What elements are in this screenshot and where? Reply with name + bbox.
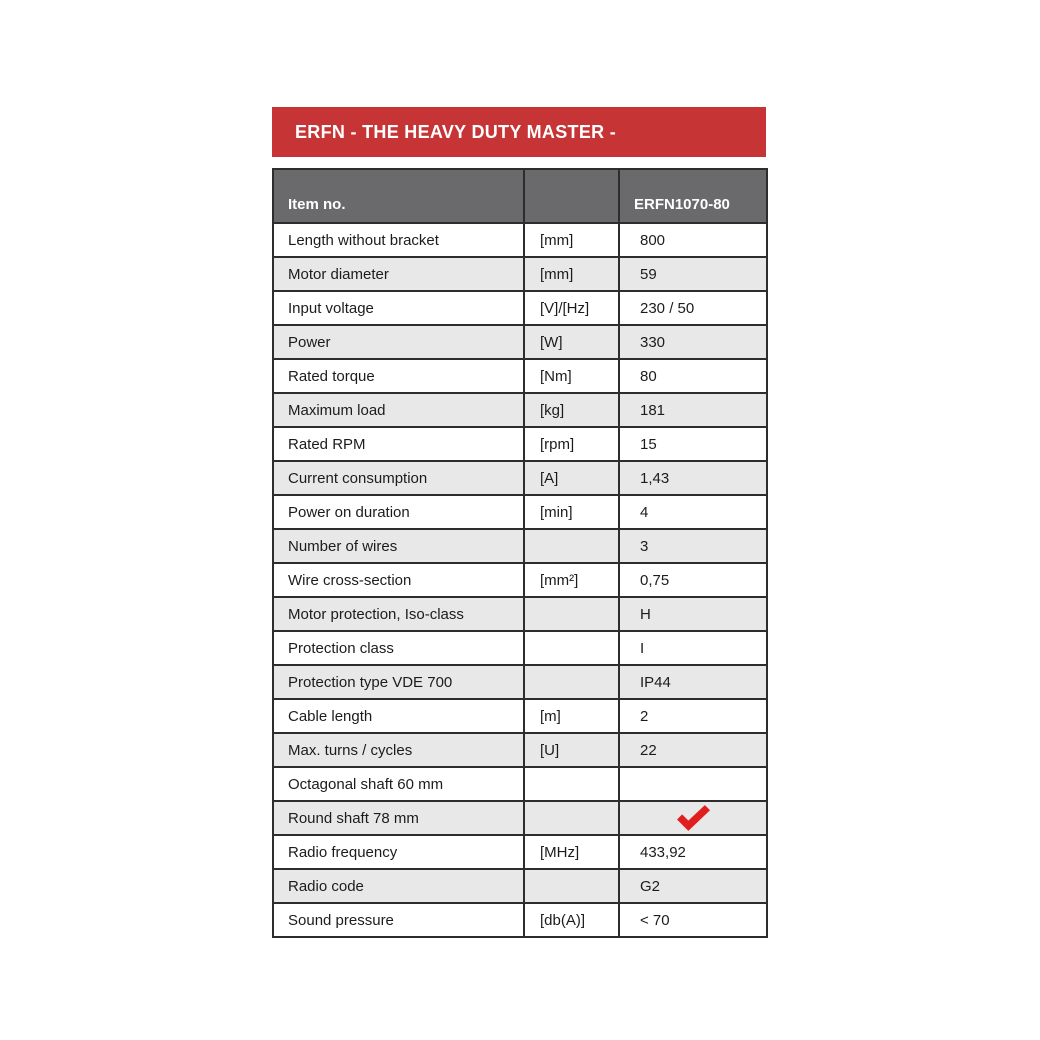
table-row [273,359,767,393]
spec-value: 330 [619,325,767,359]
spec-value: < 70 [619,903,767,937]
page-title: ERFN - THE HEAVY DUTY MASTER - [295,121,617,142]
spec-label: Max. turns / cycles [273,733,524,767]
spec-unit: [mm²] [524,563,619,597]
header-unit-column [524,169,619,223]
spec-unit [524,529,619,563]
spec-value: 15 [619,427,767,461]
table-row [273,257,767,291]
spec-value [619,767,767,801]
spec-label: Motor diameter [273,257,524,291]
spec-value: H [619,597,767,631]
red-checkmark-icon [677,805,710,831]
spec-unit: [min] [524,495,619,529]
table-row [273,903,767,937]
table-row [273,325,767,359]
header-item-number-value: ERFN1070-80 [619,169,767,223]
table-row [273,869,767,903]
spec-value: 3 [619,529,767,563]
spec-value: IP44 [619,665,767,699]
spec-unit: [m] [524,699,619,733]
header-item-no: Item no. [273,169,524,223]
spec-label: Cable length [273,699,524,733]
spec-value: I [619,631,767,665]
table-row [273,563,767,597]
spec-label: Radio frequency [273,835,524,869]
spec-unit [524,869,619,903]
table-row [273,767,767,801]
table-row [273,461,767,495]
spec-value: 230 / 50 [619,291,767,325]
table-row [273,801,767,835]
spec-label: Rated RPM [273,427,524,461]
spec-unit: [kg] [524,393,619,427]
spec-unit [524,631,619,665]
table-row [273,427,767,461]
spec-value: 4 [619,495,767,529]
spec-label: Octagonal shaft 60 mm [273,767,524,801]
table-row [273,291,767,325]
datasheet [272,107,766,938]
spec-unit: [A] [524,461,619,495]
spec-label: Length without bracket [273,223,524,257]
spec-value: 181 [619,393,767,427]
spec-unit: [db(A)] [524,903,619,937]
spec-table [272,168,768,938]
table-header-row [273,169,767,223]
spec-label: Protection class [273,631,524,665]
spec-value: 22 [619,733,767,767]
spec-label: Number of wires [273,529,524,563]
spec-unit: [mm] [524,223,619,257]
spec-unit: [W] [524,325,619,359]
spec-unit [524,665,619,699]
spec-unit: [U] [524,733,619,767]
spec-label: Sound pressure [273,903,524,937]
spec-value-checkmark [619,801,767,835]
spec-label: Wire cross-section [273,563,524,597]
spec-unit: [rpm] [524,427,619,461]
spec-unit: [V]/[Hz] [524,291,619,325]
spec-value: 800 [619,223,767,257]
spec-label: Power on duration [273,495,524,529]
table-row [273,699,767,733]
spec-label: Radio code [273,869,524,903]
spec-value: G2 [619,869,767,903]
table-row [273,597,767,631]
spec-value: 1,43 [619,461,767,495]
spec-unit: [MHz] [524,835,619,869]
spec-label: Power [273,325,524,359]
table-row [273,733,767,767]
spec-label: Round shaft 78 mm [273,801,524,835]
spec-label: Motor protection, Iso-class [273,597,524,631]
banner [272,107,766,157]
spec-label: Rated torque [273,359,524,393]
table-row [273,393,767,427]
spec-value: 433,92 [619,835,767,869]
spec-value: 2 [619,699,767,733]
spec-label: Maximum load [273,393,524,427]
table-row [273,223,767,257]
spec-unit: [mm] [524,257,619,291]
spec-unit [524,767,619,801]
table-row [273,529,767,563]
spec-value: 59 [619,257,767,291]
spec-value: 80 [619,359,767,393]
spec-label: Input voltage [273,291,524,325]
table-row [273,495,767,529]
table-row [273,631,767,665]
table-row [273,835,767,869]
spec-label: Protection type VDE 700 [273,665,524,699]
spec-unit [524,801,619,835]
table-row [273,665,767,699]
spec-unit: [Nm] [524,359,619,393]
spec-label: Current consumption [273,461,524,495]
spec-value: 0,75 [619,563,767,597]
spec-unit [524,597,619,631]
